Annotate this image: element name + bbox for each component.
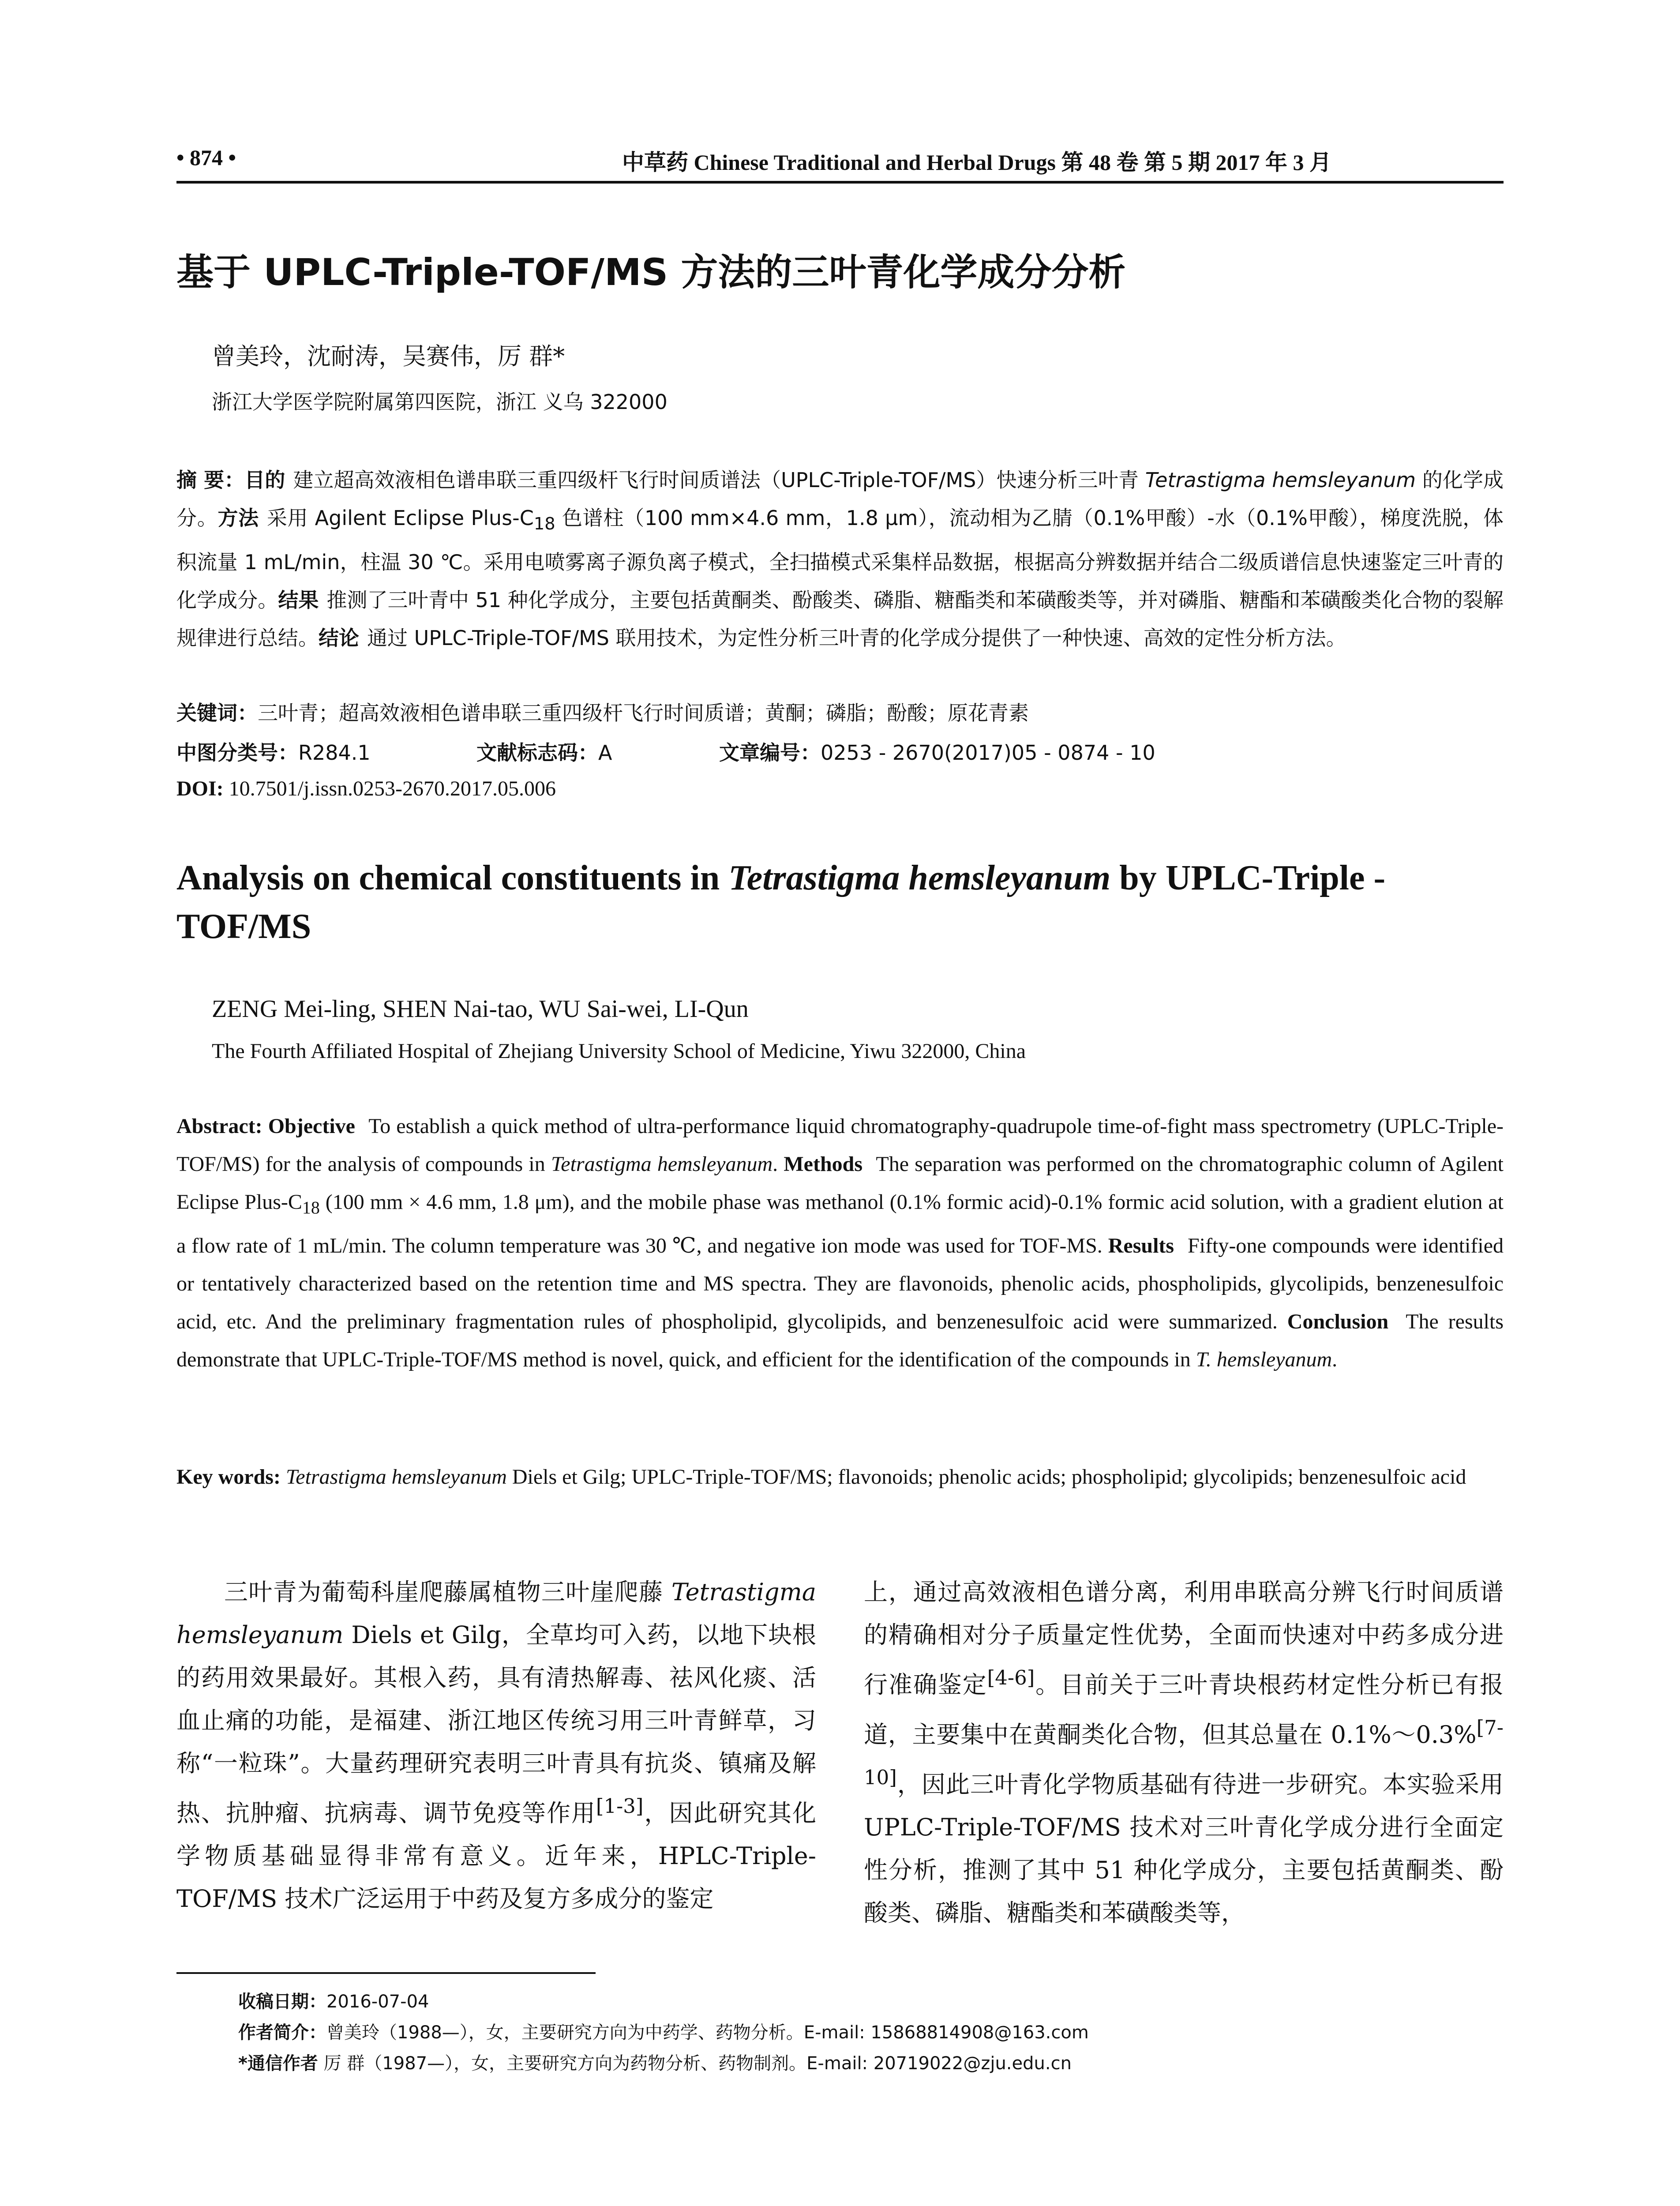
article-number-value: 0253 - 2670(2017)05 - 0874 - 10 bbox=[821, 741, 1155, 765]
clc-label: 中图分类号： bbox=[176, 741, 298, 765]
document-code bbox=[476, 737, 612, 766]
method-cn-text: 采用 Agilent Eclipse Plus-C bbox=[266, 506, 534, 530]
classification-line bbox=[176, 737, 371, 766]
authors-chinese: 曾美玲，沈耐涛，吴赛伟，厉 群* bbox=[212, 342, 565, 370]
objective-cn-text: 建立超高效液相色谱串联三重四级杆飞行时间质谱法（UPLC-Triple-TOF/MS）快速分析三叶青 bbox=[293, 468, 1145, 492]
body-text: Diels et Gilg，全草均可入药，以地下块根的药用效果最好。其根入药，具有清热解毒、祛风化痰、活血止痛的功能，是福建、浙江地区传统习用三叶青鲜草，习称“一粒珠”。大量药理研究表明三叶青具有抗炎、镇痛及解热、抗肿瘤、抗病毒、调节免疫等作用 bbox=[176, 1621, 816, 1827]
species-name: Tetrastigma hemsleyanum bbox=[285, 1465, 507, 1489]
article-number bbox=[719, 737, 1155, 766]
objective-cn-label: 目的 bbox=[244, 468, 285, 492]
body-column-left bbox=[176, 1571, 816, 1920]
author-intro-label: 作者简介： bbox=[238, 2022, 326, 2043]
keywords-cn-label: 关键词： bbox=[176, 701, 258, 725]
conclusion-cn-text: 通过 UPLC-Triple-TOF/MS 联用技术，为定性分析三叶青的化学成分提供了一种快速、高效的定性分析方法。 bbox=[367, 626, 1346, 650]
keywords-en-label: Key words: bbox=[176, 1465, 281, 1489]
affiliation-english: The Fourth Affiliated Hospital of Zhejiang University School of Medicine, Yiwu 322000, China bbox=[212, 1039, 1026, 1063]
abstract-cn-label: 摘 要： bbox=[176, 468, 245, 492]
species-name: Tetrastigma hemsleyanum bbox=[551, 1152, 773, 1176]
body-text: ，因此研究其化学物质基础显得非常有意义。近年来，HPLC-Triple-TOF/MS 技术广泛运用于中药及复方多成分的鉴定 bbox=[176, 1799, 817, 1913]
footnote-corresponding bbox=[238, 2049, 1072, 2075]
received-date: 2016-07-04 bbox=[326, 1992, 429, 2012]
methods-en-label: Methods bbox=[784, 1152, 863, 1176]
conclusion-cn-label: 结论 bbox=[319, 626, 359, 650]
clc-value: R284.1 bbox=[298, 741, 371, 765]
conclusion-en-text: The results demonstrate that UPLC-Triple-TOF/MS method is novel, quick, and efficient for the identification of the compounds in bbox=[176, 1309, 1504, 1371]
species-name: Tetrastigma hemsleyanum bbox=[176, 1578, 816, 1649]
keywords-english bbox=[176, 1458, 1504, 1496]
citation[interactable]: [4-6] bbox=[987, 1666, 1035, 1689]
results-en-text: Fifty-one compounds were identified or tentatively characterized based on the retention time and MS spectra. They are flavonoids, phenolic acids, phospholipids, glycolipids, benzenesulfoic acid, etc. And the preliminary fragmentation rules of phospholipid, glycolipids, and benzenesulfoic acid were summarized. bbox=[176, 1234, 1504, 1333]
title-en-species: Tetrastigma hemsleyanum bbox=[728, 859, 1111, 897]
conclusion-en-end: . bbox=[1332, 1347, 1338, 1371]
title-en-part-end: by UPLC-Triple -TOF/MS bbox=[176, 859, 1386, 946]
received-label: 收稿日期： bbox=[238, 1992, 326, 2012]
corresponding-label: *通信作者 bbox=[238, 2053, 318, 2074]
body-text: 上，通过高效液相色谱分离，利用串联高分辨飞行时间质谱的精确相对分子质量定性优势，全面而快速对中药多成分进行准确鉴定 bbox=[864, 1578, 1504, 1699]
results-en-label: Results bbox=[1108, 1234, 1174, 1257]
conclusion-en-label: Conclusion bbox=[1287, 1309, 1389, 1333]
method-cn-label: 方法 bbox=[218, 506, 259, 530]
body-column-right bbox=[864, 1571, 1504, 1934]
methods-en-end: (100 mm × 4.6 mm, 1.8 μm), and the mobile phase was methanol (0.1% formic acid)-0.1% formic acid solution, with a gradient elution at a flow rate of 1 mL/min. The column temperature was 30 ℃, and negative ion mode was used for TOF-MS. bbox=[176, 1190, 1504, 1257]
keywords-cn-text: 三叶青；超高效液相色谱串联三重四级杆飞行时间质谱；黄酮；磷脂；酚酸；原花青素 bbox=[258, 701, 1029, 725]
citation[interactable]: [7-10] bbox=[864, 1716, 1504, 1789]
objective-en-end: . bbox=[772, 1152, 778, 1176]
doc-code-value: A bbox=[598, 741, 612, 765]
subscript: 18 bbox=[533, 514, 555, 534]
objective-en-label: Objective bbox=[268, 1114, 355, 1138]
corresponding-text: 厉 群（1987—），女，主要研究方向为药物分析、药物制剂。E-mail: 20719022@zju.edu.cn bbox=[323, 2053, 1072, 2074]
method-cn-text-end: 色谱柱（100 mm×4.6 mm，1.8 μm），流动相为乙腈（0.1%甲酸）-水（0.1%甲酸），梯度洗脱，体积流量 1 mL/min，柱温 30 ℃。采用电喷雾离子源负离子模式，全扫描模式采集样品数据，根据高分辨数据并结合二级质谱信息快速鉴定三叶青的化学成分。 bbox=[176, 506, 1504, 612]
title-chinese: 基于 UPLC-Triple-TOF/MS 方法的三叶青化学成分分析 bbox=[176, 251, 1126, 294]
footnote-divider bbox=[176, 1972, 596, 1974]
authors-english: ZENG Mei-ling, SHEN Nai-tao, WU Sai-wei, LI-Qun bbox=[212, 995, 749, 1023]
body-text: ，因此三叶青化学物质基础有待进一步研究。本实验采用 UPLC-Triple-TOF/MS 技术对三叶青化学成分进行全面定性分析，推测了其中 51 种化学成分，主要包括黄酮类、酚酸类、磷脂、糖酯类和苯磺酸类等， bbox=[864, 1771, 1504, 1927]
doc-code-label: 文献标志码： bbox=[476, 741, 598, 765]
affiliation-chinese: 浙江大学医学院附属第四医院，浙江 义乌 322000 bbox=[212, 390, 668, 414]
objective-en-text: To establish a quick method of ultra-performance liquid chromatography-quadrupole time-of-fight mass spectrometry (UPLC-Triple-TOF/MS) for the analysis of compounds in bbox=[176, 1114, 1504, 1176]
running-header bbox=[176, 132, 1504, 184]
doi-label: DOI: bbox=[176, 777, 224, 800]
body-text: 三叶青为葡萄科崖爬藤属植物三叶崖爬藤 bbox=[224, 1578, 671, 1606]
doi-line bbox=[176, 777, 556, 801]
article-number-label: 文章编号： bbox=[719, 741, 821, 765]
page-number: • 874 • bbox=[176, 145, 236, 170]
citation[interactable]: [1-3] bbox=[596, 1794, 644, 1818]
footnote-received bbox=[238, 1988, 429, 2013]
keywords-chinese bbox=[176, 697, 1029, 726]
title-en-part: Analysis on chemical constituents in bbox=[176, 859, 729, 897]
footnote-author bbox=[238, 2018, 1089, 2044]
result-cn-label: 结果 bbox=[278, 588, 319, 612]
abstract-english bbox=[176, 1107, 1504, 1379]
title-english bbox=[176, 854, 1504, 951]
methods-en-text: The separation was performed on the chromatographic column of Agilent Eclipse Plus-C bbox=[176, 1152, 1504, 1214]
subscript: 18 bbox=[302, 1197, 320, 1218]
abstract-en-label: Abstract: bbox=[176, 1114, 262, 1138]
abstract-chinese bbox=[176, 461, 1504, 657]
objective-cn-text-end: 的化学成分。 bbox=[176, 468, 1504, 530]
journal-info: 中草药 Chinese Traditional and Herbal Drugs 第 48 卷 第 5 期 2017 年 3 月 bbox=[622, 150, 1331, 175]
species-name: Tetrastigma hemsleyanum bbox=[1145, 468, 1416, 492]
doi-value[interactable]: 10.7501/j.issn.0253-2670.2017.05.006 bbox=[229, 777, 556, 800]
author-intro-text: 曾美玲（1988—），女，主要研究方向为中药学、药物分析。E-mail: 15868814908@163.com bbox=[326, 2022, 1089, 2043]
result-cn-text: 推测了三叶青中 51 种化学成分，主要包括黄酮类、酚酸类、磷脂、糖酯类和苯磺酸类等，并对磷脂、糖酯和苯磺酸类化合物的裂解规律进行总结。 bbox=[176, 588, 1504, 650]
keywords-en-text: Diels et Gilg; UPLC-Triple-TOF/MS; flavonoids; phenolic acids; phospholipid; glycolipids; benzenesulfoic acid bbox=[506, 1465, 1466, 1489]
species-abbrev: T. hemsleyanum bbox=[1196, 1347, 1332, 1371]
body-text: 。目前关于三叶青块根药材定性分析已有报道，主要集中在黄酮类化合物，但其总量在 0.1%～0.3% bbox=[864, 1671, 1504, 1748]
